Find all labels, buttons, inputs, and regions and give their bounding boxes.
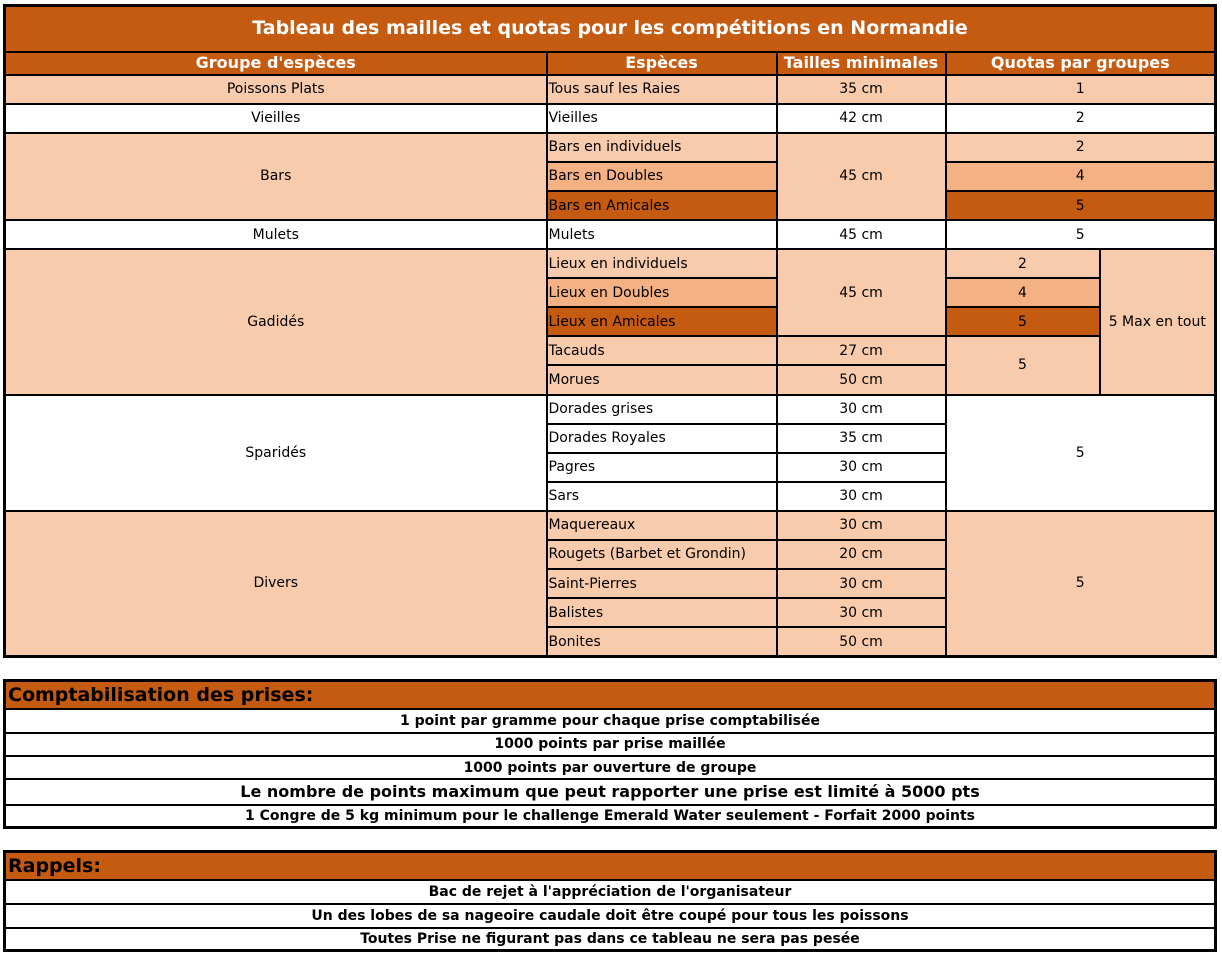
size-cell: 35 cm	[777, 75, 946, 104]
reminder-line: Bac de rejet à l'appréciation de l'organisateur	[5, 880, 1216, 904]
species-cell: Bars en Doubles	[547, 162, 777, 191]
group-cell: Sparidés	[5, 395, 547, 511]
reminder-line: Toutes Prise ne figurant pas dans ce tableau ne sera pas pesée	[5, 928, 1216, 951]
header-groupe: Groupe d'espèces	[5, 52, 547, 75]
max-total-cell: 5 Max en tout	[1100, 249, 1216, 394]
quota-cell: 2	[946, 133, 1216, 162]
header-tailles: Tailles minimales	[777, 52, 946, 75]
size-cell: 30 cm	[777, 395, 946, 424]
table-title: Tableau des mailles et quotas pour les compétitions en Normandie	[5, 6, 1216, 52]
table-row	[5, 249, 1216, 278]
species-cell: Tous sauf les Raies	[547, 75, 777, 104]
species-cell: Sars	[547, 482, 777, 511]
group-cell: Gadidés	[5, 249, 547, 394]
species-cell: Rougets (Barbet et Grondin)	[547, 540, 777, 569]
species-cell: Lieux en Amicales	[547, 307, 777, 336]
rule-line: 1 Congre de 5 kg minimum pour le challenge Emerald Water seulement - Forfait 2000 points	[5, 805, 1216, 828]
table-row	[5, 511, 1216, 540]
size-cell: 30 cm	[777, 569, 946, 598]
species-cell: Tacauds	[547, 336, 777, 365]
size-cell: 45 cm	[777, 220, 946, 249]
size-cell: 27 cm	[777, 336, 946, 365]
quota-cell: 5	[946, 220, 1216, 249]
quota-cell: 5	[946, 307, 1100, 336]
table-row	[5, 133, 1216, 162]
rappels-title: Rappels:	[5, 852, 1216, 881]
size-cell: 30 cm	[777, 598, 946, 627]
group-cell: Poissons Plats	[5, 75, 547, 104]
comptabilisation-box	[3, 679, 1217, 829]
table-row	[5, 220, 1216, 249]
size-cell: 35 cm	[777, 424, 946, 453]
quota-cell: 5	[946, 191, 1216, 220]
table-row	[5, 104, 1216, 133]
species-cell: Dorades Royales	[547, 424, 777, 453]
size-cell: 50 cm	[777, 627, 946, 656]
species-cell: Lieux en individuels	[547, 249, 777, 278]
size-cell: 45 cm	[777, 133, 946, 220]
quota-table	[3, 4, 1217, 658]
species-cell: Pagres	[547, 453, 777, 482]
rappels-box	[3, 850, 1217, 952]
quota-cell: 5	[946, 336, 1100, 394]
species-cell: Maquereaux	[547, 511, 777, 540]
quota-cell: 5	[946, 511, 1216, 657]
species-cell: Balistes	[547, 598, 777, 627]
header-especes: Espèces	[547, 52, 777, 75]
species-cell: Bars en individuels	[547, 133, 777, 162]
header-quotas: Quotas par groupes	[946, 52, 1216, 75]
species-cell: Bars en Amicales	[547, 191, 777, 220]
species-cell: Morues	[547, 365, 777, 394]
species-cell: Lieux en Doubles	[547, 278, 777, 307]
size-cell: 45 cm	[777, 249, 946, 336]
rule-line: 1 point par gramme pour chaque prise comptabilisée	[5, 709, 1216, 732]
group-cell: Vieilles	[5, 104, 547, 133]
table-row	[5, 75, 1216, 104]
quota-cell: 2	[946, 104, 1216, 133]
quota-cell: 1	[946, 75, 1216, 104]
group-cell: Mulets	[5, 220, 547, 249]
group-cell: Divers	[5, 511, 547, 657]
size-cell: 30 cm	[777, 482, 946, 511]
species-cell: Bonites	[547, 627, 777, 656]
size-cell: 50 cm	[777, 365, 946, 394]
size-cell: 42 cm	[777, 104, 946, 133]
species-cell: Saint-Pierres	[547, 569, 777, 598]
quota-cell: 5	[946, 395, 1216, 511]
rule-line: 1000 points par ouverture de groupe	[5, 756, 1216, 779]
rule-line: 1000 points par prise maillée	[5, 733, 1216, 756]
size-cell: 30 cm	[777, 511, 946, 540]
group-cell: Bars	[5, 133, 547, 220]
species-cell: Dorades grises	[547, 395, 777, 424]
comptabilisation-title: Comptabilisation des prises:	[5, 681, 1216, 710]
quota-cell: 4	[946, 162, 1216, 191]
size-cell: 30 cm	[777, 453, 946, 482]
quota-cell: 4	[946, 278, 1100, 307]
size-cell: 20 cm	[777, 540, 946, 569]
quota-cell: 2	[946, 249, 1100, 278]
species-cell: Vieilles	[547, 104, 777, 133]
species-cell: Mulets	[547, 220, 777, 249]
reminder-line: Un des lobes de sa nageoire caudale doit être coupé pour tous les poissons	[5, 904, 1216, 928]
rule-line: Le nombre de points maximum que peut rapporter une prise est limité à 5000 pts	[5, 779, 1216, 805]
table-row	[5, 395, 1216, 424]
